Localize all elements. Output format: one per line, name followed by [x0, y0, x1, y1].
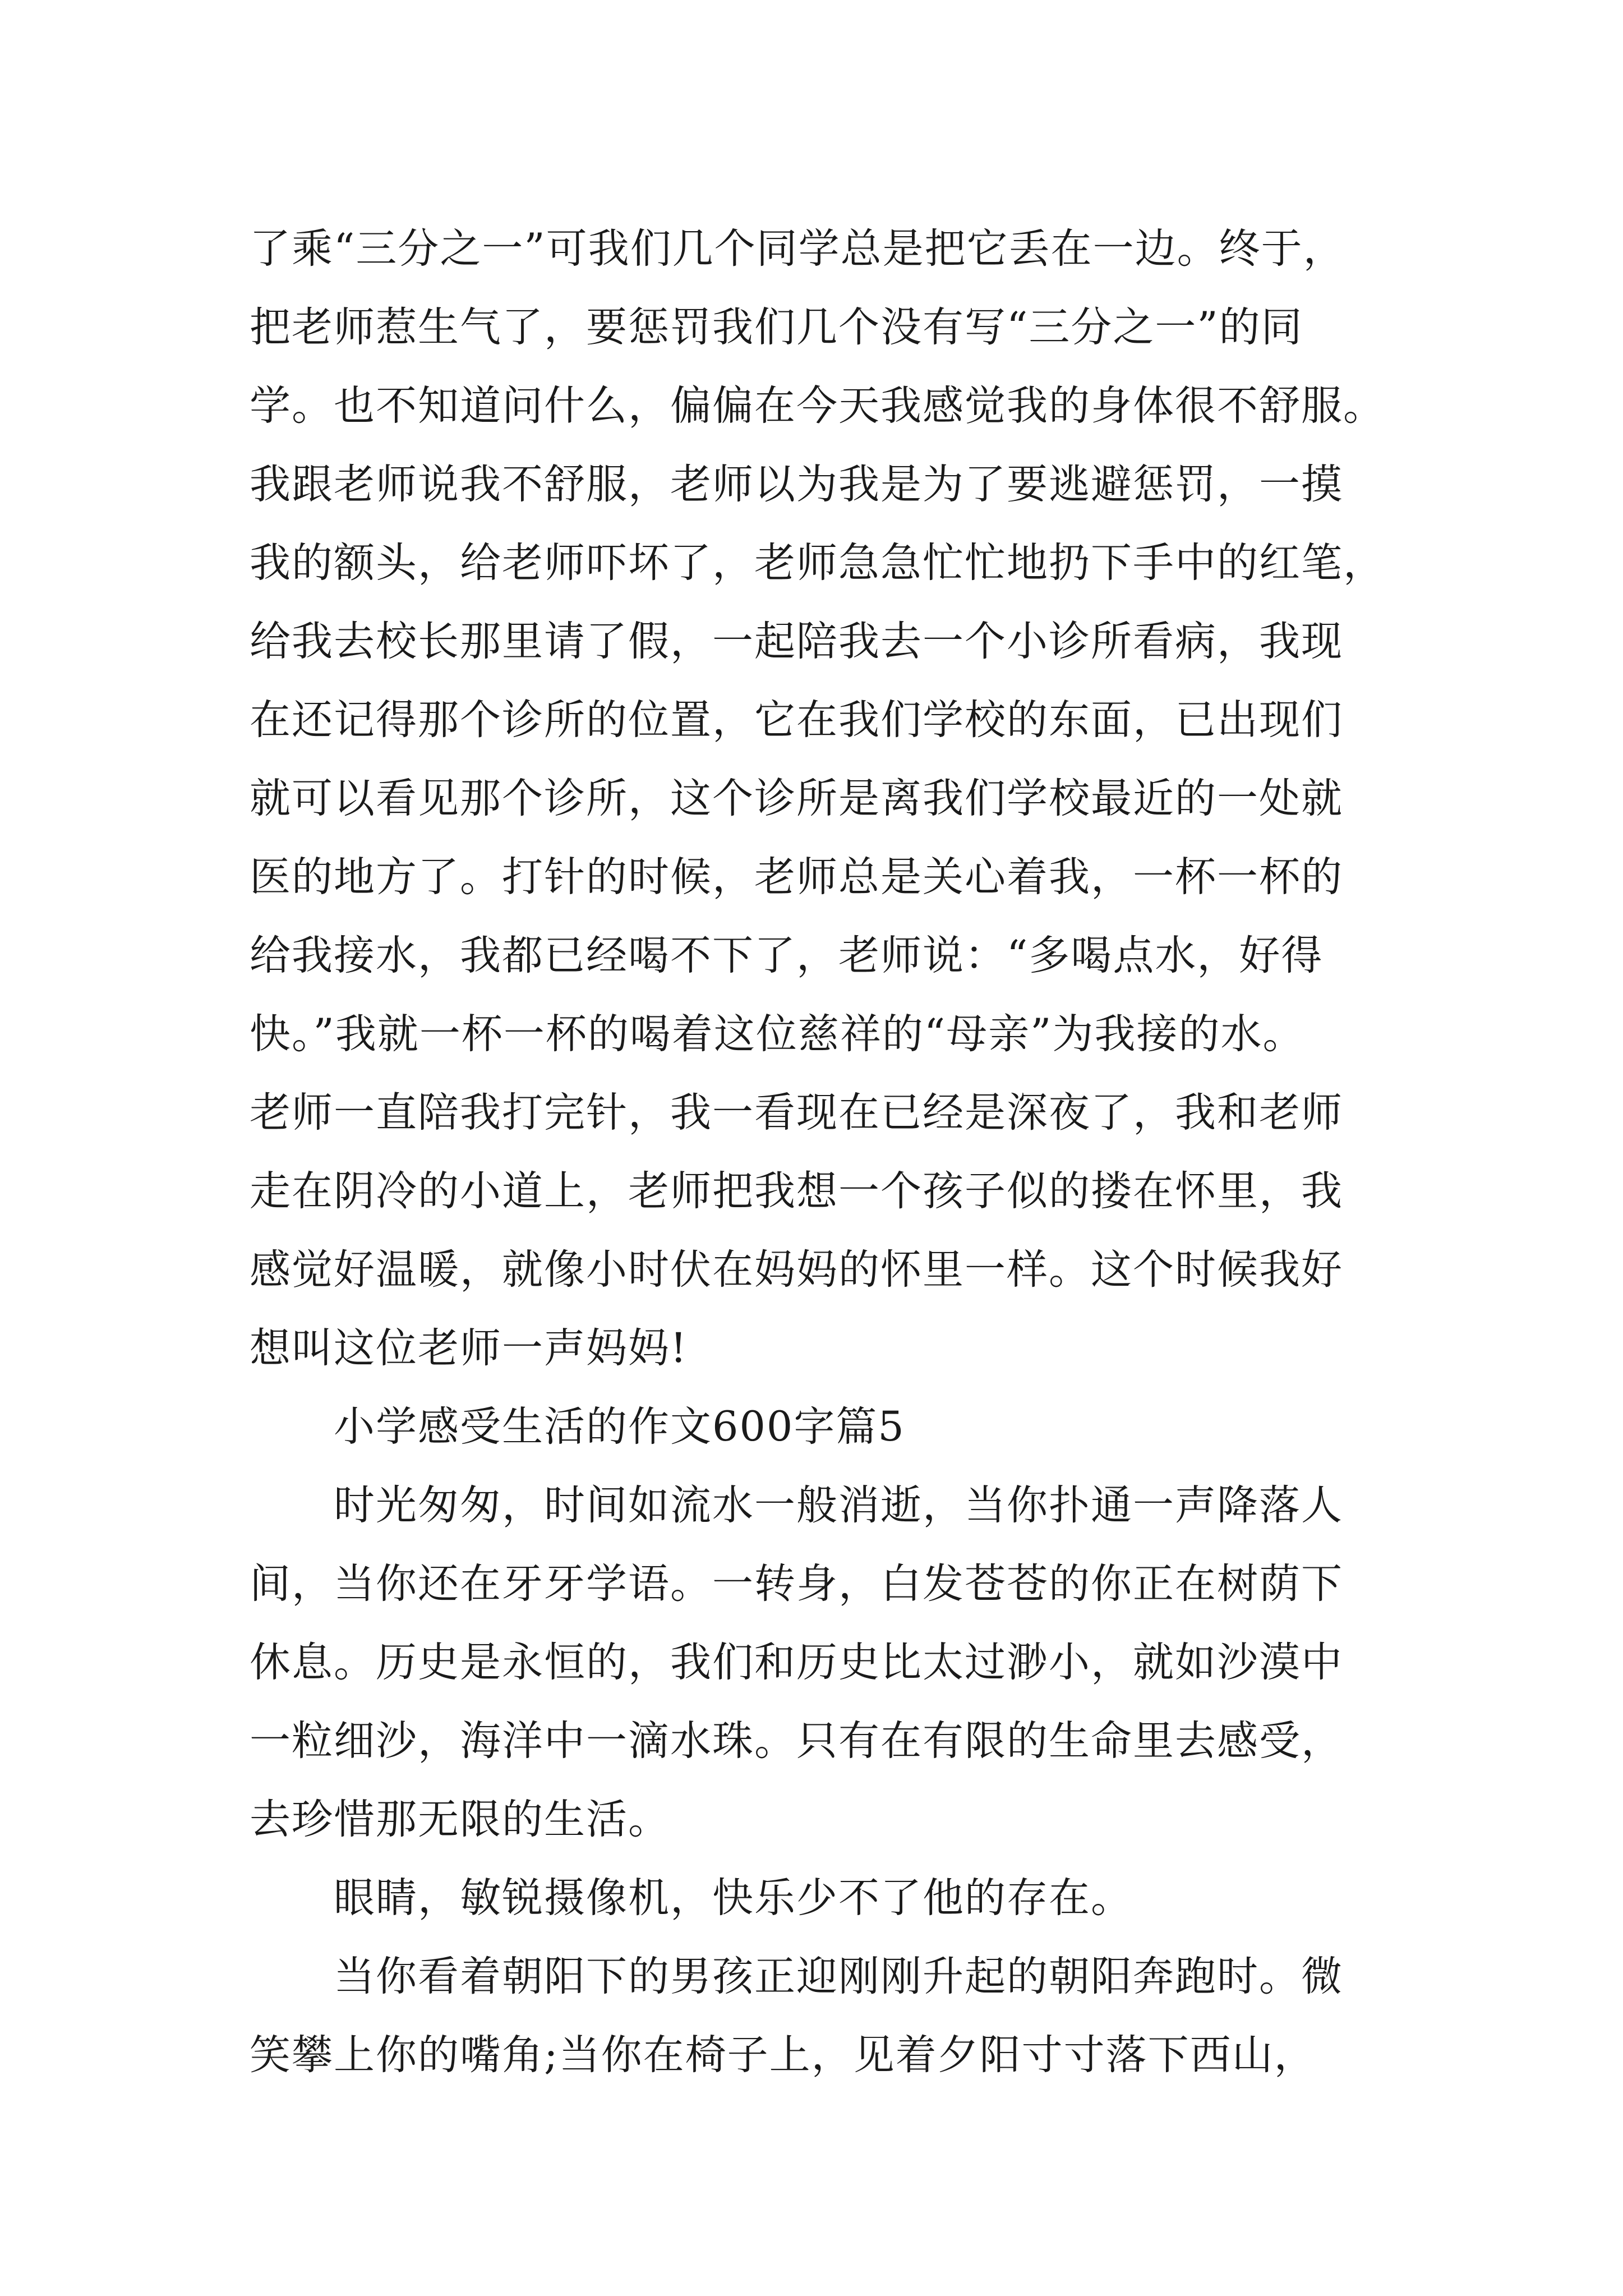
text-line: 给我去校长那里请了假，一起陪我去一个小诊所看病，我现	[250, 618, 1343, 665]
text-line: 给我接水，我都已经喝不下了，老师说：“多喝点水，好得	[250, 932, 1324, 979]
text-line: 我的额头，给老师吓坏了，老师急急忙忙地扔下手中的红笔，	[250, 539, 1385, 587]
text-line: 时光匆匆，时间如流水一般消逝，当你扑通一声降落人	[334, 1481, 1343, 1529]
text-line: 笑攀上你的嘴角;当你在椅子上，见着夕阳寸寸落下西山，	[250, 2031, 1316, 2079]
text-line: 间，当你还在牙牙学语。一转身，白发苍苍的你正在树荫下	[250, 1560, 1343, 1608]
text-line: 老师一直陪我打完针，我一看现在已经是深夜了，我和老师	[250, 1089, 1343, 1137]
text-line: 医的地方了。打针的时候，老师总是关心着我，一杯一杯的	[250, 853, 1343, 901]
body-text	[250, 210, 1385, 2095]
text-line: 学。也不知道问什么，偏偏在今天我感觉我的身体很不舒服。	[250, 382, 1385, 430]
text-line: 休息。历史是永恒的，我们和历史比太过渺小，就如沙漠中	[250, 1639, 1343, 1686]
text-line: 当你看着朝阳下的男孩正迎刚刚升起的朝阳奔跑时。微	[334, 1953, 1343, 2000]
text-line: 我跟老师说我不舒服，老师以为我是为了要逃避惩罚，一摸	[250, 461, 1343, 508]
text-line: 去珍惜那无限的生活。	[250, 1796, 670, 1843]
text-line: 了乘“三分之一”可我们几个同学总是把它丢在一边。终于，	[250, 225, 1345, 273]
text-line: 把老师惹生气了，要惩罚我们几个没有写“三分之一”的同	[250, 303, 1303, 351]
text-line: 想叫这位老师一声妈妈!	[250, 1324, 688, 1372]
section-heading: 小学感受生活的作文600字篇5	[334, 1403, 905, 1451]
text-line: 感觉好温暖，就像小时伏在妈妈的怀里一样。这个时候我好	[250, 1246, 1343, 1294]
text-line: 快。”我就一杯一杯的喝着这位慈祥的“母亲”为我接的水。	[250, 1010, 1305, 1058]
text-line: 在还记得那个诊所的位置，它在我们学校的东面，已出现们	[250, 696, 1343, 744]
text-line: 眼睛，敏锐摄像机，快乐少不了他的存在。	[334, 1874, 1133, 1922]
text-line: 走在阴冷的小道上，老师把我想一个孩子似的搂在怀里，我	[250, 1167, 1343, 1215]
text-line: 一粒细沙，海洋中一滴水珠。只有在有限的生命里去感受，	[250, 1717, 1343, 1765]
text-line: 就可以看见那个诊所，这个诊所是离我们学校最近的一处就	[250, 775, 1343, 822]
